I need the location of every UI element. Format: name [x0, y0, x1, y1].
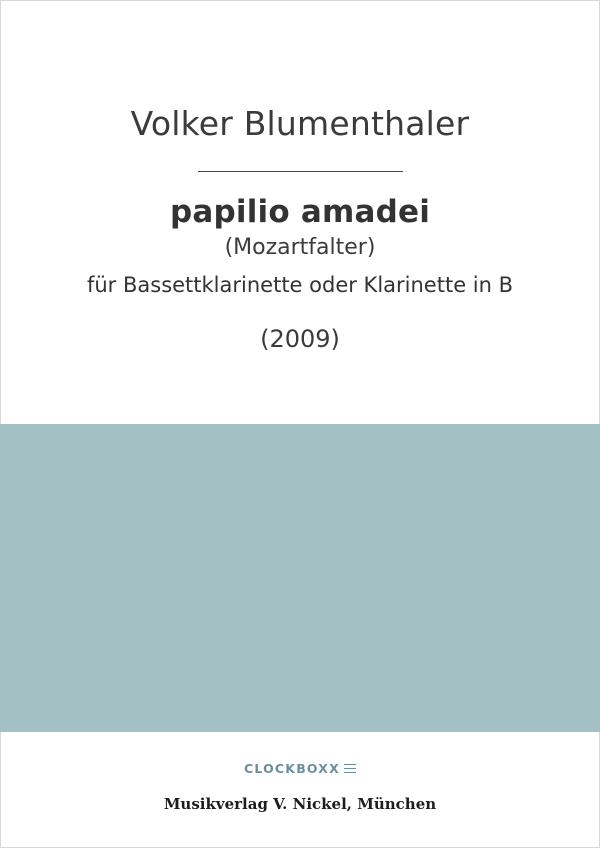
publisher-footer	[0, 758, 600, 813]
publisher-logo-text: CLOCKBOXX	[244, 761, 340, 776]
work-subtitle: (Mozartfalter)	[224, 235, 376, 260]
title-block	[0, 0, 600, 353]
cover-color-band	[0, 424, 600, 732]
instrumentation-line: für Bassettklarinette oder Klarinette in B	[86, 273, 514, 297]
publisher-logo	[244, 761, 356, 776]
work-title: papilio amadei	[169, 194, 431, 230]
composer-name: Volker Blumenthaler	[130, 104, 470, 143]
hamburger-lines-icon	[344, 763, 356, 775]
composition-year: (2009)	[260, 325, 340, 353]
title-divider	[198, 171, 403, 172]
publisher-name: Musikverlag V. Nickel, München	[163, 795, 437, 813]
